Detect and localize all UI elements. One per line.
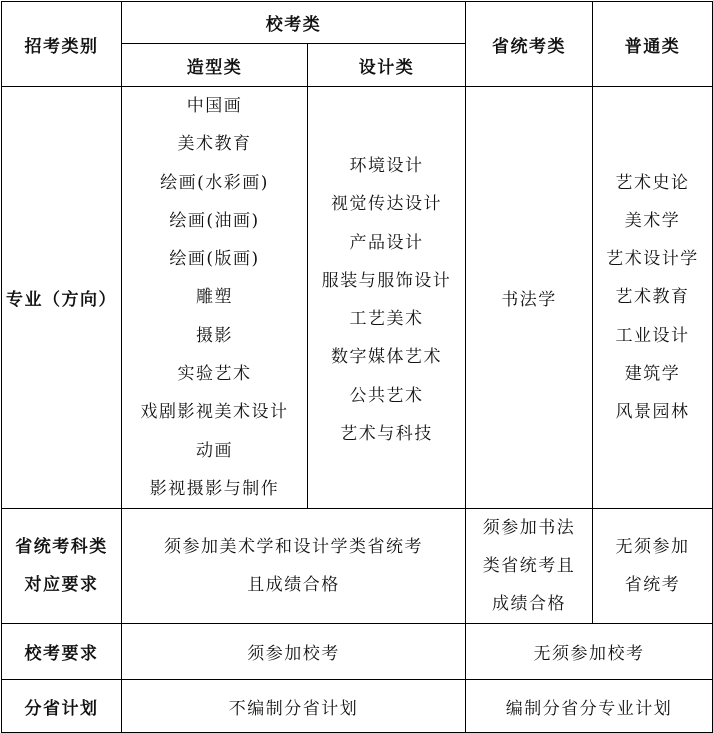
general-provincial-requirement: 无须参加 省统考 [593, 509, 713, 624]
provincial-requirement-label: 省统考科类 对应要求 [2, 509, 122, 624]
admission-table [1, 1, 713, 733]
major-item: 产品设计 [349, 232, 424, 253]
major-item: 视觉传达设计 [331, 194, 442, 215]
major-item: 摄影 [196, 325, 233, 346]
provincial-major: 书法学 [466, 87, 593, 509]
school-provincial-requirement: 须参加美术学和设计学类省统考 且成绩合格 [122, 509, 466, 624]
design-majors-list [308, 87, 466, 509]
provincial-plan-school: 不编制分省计划 [122, 680, 466, 733]
major-item: 绘画(油画) [169, 210, 260, 231]
majors-label: 专业（方向） [2, 87, 122, 509]
major-item: 风景园林 [615, 402, 690, 423]
provincial-plan-label: 分省计划 [2, 680, 122, 733]
majors-row [2, 87, 713, 509]
design-header: 设计类 [308, 44, 466, 87]
provincial-requirement-row [2, 509, 713, 624]
major-item: 美术教育 [177, 134, 252, 155]
major-item: 建筑学 [624, 364, 681, 385]
major-item: 工业设计 [615, 325, 690, 346]
major-item: 绘画(水彩画) [160, 172, 269, 193]
major-item: 影视摄影与制作 [149, 478, 280, 499]
school-exam-header: 校考类 [122, 2, 466, 44]
major-item: 公共艺术 [349, 385, 424, 406]
category-header: 招考类别 [2, 2, 122, 87]
major-item: 艺术史论 [615, 172, 690, 193]
major-item: 工艺美术 [349, 309, 424, 330]
provincial-plan-row [2, 680, 713, 733]
major-item: 美术学 [624, 210, 681, 231]
header-row-1 [2, 2, 713, 44]
major-item: 绘画(版画) [169, 249, 260, 270]
major-item: 艺术教育 [615, 287, 690, 308]
major-item: 艺术与科技 [340, 424, 433, 445]
general-majors-list [593, 87, 713, 509]
school-exam-requirement-school: 须参加校考 [122, 624, 466, 680]
modeling-majors-list [122, 87, 308, 509]
provincial-exam-requirement: 须参加书法 类省统考且 成绩合格 [466, 509, 593, 624]
major-item: 环境设计 [349, 156, 424, 176]
major-item: 艺术设计学 [606, 249, 699, 270]
provincial-plan-other: 编制分省分专业计划 [466, 680, 713, 733]
major-item: 雕塑 [196, 287, 233, 308]
major-item: 戏剧影视美术设计 [140, 402, 289, 423]
major-item: 中国画 [186, 96, 243, 116]
general-header: 普通类 [593, 2, 713, 87]
major-item: 服装与服饰设计 [321, 270, 452, 291]
major-item: 实验艺术 [177, 364, 252, 385]
modeling-header: 造型类 [122, 44, 308, 87]
major-item: 动画 [196, 440, 233, 461]
school-exam-requirement-label: 校考要求 [2, 624, 122, 680]
major-item: 数字媒体艺术 [331, 347, 442, 368]
school-exam-requirement-row [2, 624, 713, 680]
provincial-exam-header: 省统考类 [466, 2, 593, 87]
school-exam-requirement-other: 无须参加校考 [466, 624, 713, 680]
